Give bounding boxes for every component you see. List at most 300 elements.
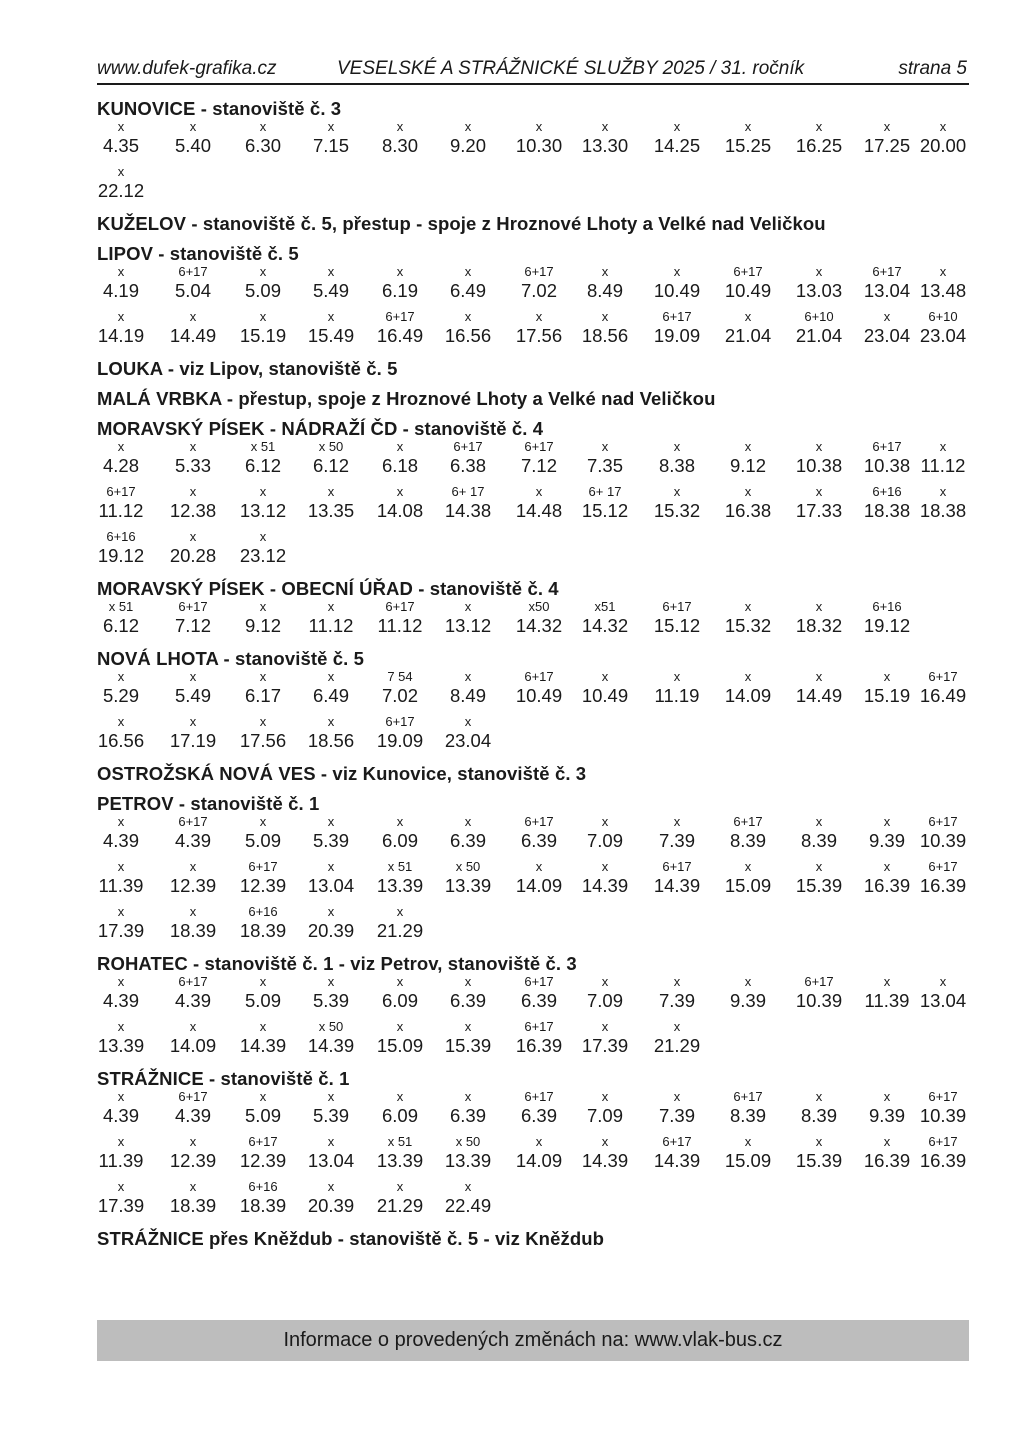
departure-time: 8.30: [381, 135, 418, 156]
service-note: x: [259, 814, 267, 829]
departure-time: 5.33: [174, 455, 211, 476]
departure-time: 9.12: [729, 455, 766, 476]
departure-cell: [91, 715, 151, 753]
departure-cell: [301, 120, 361, 158]
service-note: x 50: [455, 859, 481, 874]
service-note: x: [259, 669, 267, 684]
service-note: 6+17: [872, 439, 902, 454]
departure-cell: [857, 670, 917, 708]
departure-cell: [370, 440, 430, 478]
departure-cell: [301, 1090, 361, 1128]
departure-time: 12.39: [239, 1150, 287, 1171]
service-note: x: [601, 119, 609, 134]
departure-time: 6.39: [520, 990, 557, 1011]
departure-cell: [163, 815, 223, 853]
service-note: x: [327, 1134, 335, 1149]
departure-time: 5.39: [312, 990, 349, 1011]
departure-time: 11.39: [98, 875, 144, 896]
departure-cell: [91, 265, 151, 303]
departure-time: 15.49: [307, 325, 355, 346]
service-note: x: [396, 1019, 404, 1034]
departure-time: 16.56: [97, 730, 145, 751]
departure-time: 14.38: [444, 500, 492, 521]
departure-cell: [163, 600, 223, 638]
departure-time: 7.12: [174, 615, 211, 636]
departure-cell: [913, 310, 973, 348]
service-note: x: [601, 814, 609, 829]
departure-time: 18.38: [863, 500, 911, 521]
departure-time: 14.09: [515, 875, 563, 896]
header-site: www.dufek-grafika.cz: [97, 58, 277, 79]
departure-time: 10.39: [795, 990, 843, 1011]
departure-row: [97, 975, 969, 1015]
departure-time: 8.38: [658, 455, 695, 476]
stop-section: [97, 388, 969, 410]
departure-cell: [789, 600, 849, 638]
departure-cell: [857, 975, 917, 1013]
service-note: x: [883, 669, 891, 684]
departure-time: 5.09: [244, 280, 281, 301]
service-note: x: [939, 119, 947, 134]
timetable-content: [97, 98, 969, 1258]
service-note: x: [744, 974, 752, 989]
service-note: x: [259, 714, 267, 729]
service-note: x: [259, 974, 267, 989]
departure-cell: [509, 860, 569, 898]
departure-time: 14.39: [581, 1150, 629, 1171]
departure-cell: [233, 440, 293, 478]
service-note: x: [117, 904, 125, 919]
service-note: x 51: [250, 439, 276, 454]
service-note: x: [327, 904, 335, 919]
departure-time: 8.49: [449, 685, 486, 706]
departure-time: 7.02: [520, 280, 557, 301]
service-note: 6+17: [928, 669, 958, 684]
service-note: x: [601, 1019, 609, 1034]
departure-time: 13.39: [376, 875, 424, 896]
service-note: x: [815, 1134, 823, 1149]
service-note: x: [259, 484, 267, 499]
service-note: x50: [528, 599, 550, 614]
service-note: x: [396, 1089, 404, 1104]
departure-cell: [913, 815, 973, 853]
departure-time: 14.09: [515, 1150, 563, 1171]
departure-time: 11.12: [308, 615, 354, 636]
departure-time: 4.35: [102, 135, 139, 156]
service-note: x: [117, 859, 125, 874]
departure-time: 6.30: [244, 135, 281, 156]
service-note: x: [189, 859, 197, 874]
departure-row: [97, 530, 969, 570]
departure-time: 17.56: [515, 325, 563, 346]
departure-cell: [509, 440, 569, 478]
service-note: 6+17: [928, 859, 958, 874]
service-note: 6+17: [804, 974, 834, 989]
departure-time: 16.39: [863, 875, 911, 896]
departure-time: 11.12: [377, 615, 423, 636]
departure-cell: [789, 440, 849, 478]
service-note: 6+ 17: [588, 484, 622, 499]
departure-cell: [91, 165, 151, 203]
departure-time: 18.32: [795, 615, 843, 636]
service-note: 6+17: [524, 264, 554, 279]
departure-cell: [233, 715, 293, 753]
departure-time: 4.39: [102, 1105, 139, 1126]
departure-cell: [91, 440, 151, 478]
service-note: 6+16: [248, 904, 278, 919]
stop-title: LIPOV - stanoviště č. 5: [97, 243, 299, 264]
departure-time: 4.19: [102, 280, 139, 301]
departure-time: 16.39: [863, 1150, 911, 1171]
service-note: x: [327, 264, 335, 279]
departure-time: 14.39: [581, 875, 629, 896]
service-note: 6+10: [804, 309, 834, 324]
departure-cell: [438, 815, 498, 853]
departure-time: 23.12: [239, 545, 287, 566]
departure-cell: [301, 1020, 361, 1058]
departure-time: 10.49: [724, 280, 772, 301]
departure-time: 6.19: [381, 280, 418, 301]
service-note: x: [673, 484, 681, 499]
stop-section: [97, 98, 969, 205]
departure-cell: [370, 120, 430, 158]
departure-cell: [509, 1020, 569, 1058]
departure-time: 17.39: [97, 920, 145, 941]
stop-title: ROHATEC - stanoviště č. 1 - viz Petrov, stanoviště č. 3: [97, 953, 577, 974]
departure-cell: [438, 310, 498, 348]
service-note: 6+17: [733, 1089, 763, 1104]
departure-cell: [857, 815, 917, 853]
service-note: x: [883, 119, 891, 134]
departure-cell: [301, 265, 361, 303]
departure-time: 10.49: [653, 280, 701, 301]
departure-time: 13.04: [919, 990, 967, 1011]
service-note: 6+17: [733, 814, 763, 829]
service-note: x: [396, 439, 404, 454]
service-note: x: [535, 309, 543, 324]
departure-time: 20.39: [307, 920, 355, 941]
service-note: x: [673, 1089, 681, 1104]
departure-cell: [370, 715, 430, 753]
departure-cell: [509, 310, 569, 348]
departure-time: 6.09: [381, 830, 418, 851]
service-note: 6+17: [524, 669, 554, 684]
departure-cell: [233, 485, 293, 523]
departure-cell: [509, 120, 569, 158]
departure-cell: [509, 265, 569, 303]
service-note: 6+17: [385, 309, 415, 324]
departure-time: 14.39: [653, 875, 701, 896]
service-note: x: [327, 974, 335, 989]
departure-cell: [301, 600, 361, 638]
departure-cell: [163, 1020, 223, 1058]
departure-row: [97, 165, 969, 205]
service-note: 6+17: [662, 1134, 692, 1149]
departure-cell: [438, 860, 498, 898]
departure-cell: [575, 1135, 635, 1173]
departure-time: 4.39: [174, 990, 211, 1011]
departure-cell: [163, 1090, 223, 1128]
departure-time: 15.09: [724, 1150, 772, 1171]
stop-title: KUŽELOV - stanoviště č. 5, přestup - spoje z Hroznové Lhoty a Velké nad Veličkou: [97, 213, 826, 234]
departure-cell: [647, 670, 707, 708]
departure-time: 11.12: [98, 500, 144, 521]
departure-cell: [233, 265, 293, 303]
departure-time: 12.39: [169, 875, 217, 896]
service-note: x: [815, 1089, 823, 1104]
departure-time: 12.38: [169, 500, 217, 521]
departure-cell: [163, 1135, 223, 1173]
departure-cell: [647, 1090, 707, 1128]
departure-cell: [575, 860, 635, 898]
departure-cell: [789, 670, 849, 708]
departure-time: 10.30: [515, 135, 563, 156]
departure-time: 13.03: [795, 280, 843, 301]
service-note: x: [117, 439, 125, 454]
departure-time: 19.12: [97, 545, 145, 566]
departure-cell: [857, 485, 917, 523]
departure-cell: [575, 265, 635, 303]
departure-cell: [370, 975, 430, 1013]
stop-section: [97, 793, 969, 945]
departure-time: 21.29: [376, 1195, 424, 1216]
departure-time: 23.04: [863, 325, 911, 346]
departure-cell: [509, 975, 569, 1013]
departure-cell: [301, 1180, 361, 1218]
departure-time: 15.09: [724, 875, 772, 896]
departure-row: [97, 1180, 969, 1220]
departure-time: 5.39: [312, 830, 349, 851]
departure-time: 14.39: [307, 1035, 355, 1056]
service-note: x: [673, 1019, 681, 1034]
service-note: x: [744, 119, 752, 134]
departure-row: [97, 905, 969, 945]
departure-cell: [913, 440, 973, 478]
departure-cell: [789, 1090, 849, 1128]
service-note: x: [815, 119, 823, 134]
departure-time: 15.19: [239, 325, 287, 346]
departure-time: 19.09: [376, 730, 424, 751]
departure-time: 16.25: [795, 135, 843, 156]
departure-cell: [91, 1180, 151, 1218]
departure-cell: [163, 1180, 223, 1218]
departure-cell: [438, 975, 498, 1013]
departure-time: 6.38: [449, 455, 486, 476]
service-note: x: [396, 1179, 404, 1194]
departure-time: 13.35: [307, 500, 355, 521]
service-note: 6+17: [178, 264, 208, 279]
departure-time: 6.39: [520, 1105, 557, 1126]
service-note: x: [939, 484, 947, 499]
departure-cell: [789, 815, 849, 853]
departure-time: 15.32: [653, 500, 701, 521]
departure-cell: [647, 975, 707, 1013]
service-note: 6+17: [524, 974, 554, 989]
departure-time: 11.39: [864, 990, 910, 1011]
departure-time: 18.39: [169, 920, 217, 941]
departure-cell: [370, 815, 430, 853]
stop-section: [97, 418, 969, 570]
departure-cell: [91, 310, 151, 348]
departure-cell: [718, 485, 778, 523]
departure-cell: [91, 670, 151, 708]
departure-time: 6.17: [244, 685, 281, 706]
departure-time: 4.39: [102, 830, 139, 851]
departure-cell: [913, 670, 973, 708]
departure-cell: [301, 1135, 361, 1173]
service-note: 6+17: [524, 814, 554, 829]
departure-time: 21.04: [795, 325, 843, 346]
service-note: x: [535, 119, 543, 134]
service-note: x: [464, 1019, 472, 1034]
service-note: x: [601, 859, 609, 874]
departure-time: 22.49: [444, 1195, 492, 1216]
departure-cell: [913, 1135, 973, 1173]
departure-cell: [575, 485, 635, 523]
stop-section: [97, 763, 969, 785]
service-note: x: [464, 599, 472, 614]
departure-cell: [233, 975, 293, 1013]
service-note: x: [117, 974, 125, 989]
departure-cell: [91, 975, 151, 1013]
departure-cell: [647, 1135, 707, 1173]
departure-cell: [647, 120, 707, 158]
service-note: x: [259, 529, 267, 544]
departure-cell: [233, 1090, 293, 1128]
service-note: x: [939, 264, 947, 279]
service-note: x: [744, 859, 752, 874]
departure-row: [97, 715, 969, 755]
departure-time: 19.12: [863, 615, 911, 636]
service-note: x: [883, 1134, 891, 1149]
service-note: x: [744, 599, 752, 614]
departure-time: 4.39: [174, 830, 211, 851]
departure-cell: [91, 815, 151, 853]
departure-time: 6.49: [449, 280, 486, 301]
departure-cell: [233, 905, 293, 943]
service-note: x: [327, 484, 335, 499]
departure-time: 7.39: [658, 1105, 695, 1126]
service-note: x: [189, 1134, 197, 1149]
departure-time: 21.04: [724, 325, 772, 346]
departure-cell: [857, 310, 917, 348]
departure-cell: [301, 975, 361, 1013]
departure-time: 6.39: [520, 830, 557, 851]
departure-time: 17.56: [239, 730, 287, 751]
departure-time: 9.39: [868, 1105, 905, 1126]
departure-time: 11.19: [654, 685, 700, 706]
service-note: 6+17: [928, 1089, 958, 1104]
departure-cell: [718, 440, 778, 478]
departure-cell: [718, 670, 778, 708]
departure-time: 14.49: [169, 325, 217, 346]
footer-text: Informace o provedených změnách na: www.vlak-bus.cz: [283, 1329, 783, 1351]
departure-time: 6.12: [244, 455, 281, 476]
departure-time: 8.39: [800, 1105, 837, 1126]
service-note: x 50: [318, 439, 344, 454]
departure-time: 21.29: [653, 1035, 701, 1056]
service-note: x: [601, 439, 609, 454]
service-note: 7 54: [387, 669, 413, 684]
departure-time: 15.12: [653, 615, 701, 636]
departure-time: 13.30: [581, 135, 629, 156]
departure-time: 23.04: [919, 325, 967, 346]
departure-time: 15.19: [863, 685, 911, 706]
departure-cell: [163, 530, 223, 568]
service-note: x 50: [455, 1134, 481, 1149]
departure-cell: [370, 1135, 430, 1173]
stop-title: PETROV - stanoviště č. 1: [97, 793, 320, 814]
service-note: x: [117, 1179, 125, 1194]
service-note: x: [939, 974, 947, 989]
departure-cell: [789, 860, 849, 898]
service-note: x: [464, 264, 472, 279]
departure-cell: [789, 485, 849, 523]
departure-cell: [509, 600, 569, 638]
departure-cell: [438, 1180, 498, 1218]
departure-time: 21.29: [376, 920, 424, 941]
service-note: x: [535, 484, 543, 499]
departure-cell: [301, 715, 361, 753]
departure-cell: [718, 120, 778, 158]
service-note: x: [117, 1089, 125, 1104]
departure-cell: [789, 1135, 849, 1173]
stop-section: [97, 213, 969, 235]
departure-time: 15.32: [724, 615, 772, 636]
service-note: x: [815, 669, 823, 684]
service-note: x: [464, 669, 472, 684]
departure-time: 14.39: [653, 1150, 701, 1171]
departure-time: 6.09: [381, 1105, 418, 1126]
departure-cell: [647, 1020, 707, 1058]
service-note: x: [117, 714, 125, 729]
departure-time: 15.09: [376, 1035, 424, 1056]
departure-time: 16.49: [376, 325, 424, 346]
departure-time: 15.39: [795, 875, 843, 896]
departure-time: 7.39: [658, 830, 695, 851]
departure-time: 14.09: [724, 685, 772, 706]
departure-time: 4.39: [102, 990, 139, 1011]
service-note: x: [673, 119, 681, 134]
departure-cell: [233, 1135, 293, 1173]
departure-row: [97, 600, 969, 640]
departure-time: 11.12: [920, 455, 966, 476]
service-note: x: [189, 1179, 197, 1194]
service-note: x: [189, 1019, 197, 1034]
stop-title: LOUKA - viz Lipov, stanoviště č. 5: [97, 358, 398, 379]
departure-cell: [370, 265, 430, 303]
departure-cell: [913, 975, 973, 1013]
departure-time: 10.39: [919, 830, 967, 851]
stop-section: [97, 1068, 969, 1220]
departure-cell: [575, 310, 635, 348]
departure-cell: [647, 440, 707, 478]
departure-time: 5.09: [244, 1105, 281, 1126]
service-note: 6+16: [106, 529, 136, 544]
departure-time: 18.39: [239, 920, 287, 941]
service-note: x51: [594, 599, 616, 614]
service-note: x: [396, 904, 404, 919]
departure-time: 5.40: [174, 135, 211, 156]
service-note: x: [396, 264, 404, 279]
departure-time: 14.25: [653, 135, 701, 156]
service-note: 6+17: [928, 814, 958, 829]
service-note: x: [744, 309, 752, 324]
departure-time: 13.39: [97, 1035, 145, 1056]
departure-cell: [163, 715, 223, 753]
departure-cell: [575, 120, 635, 158]
departure-cell: [163, 670, 223, 708]
